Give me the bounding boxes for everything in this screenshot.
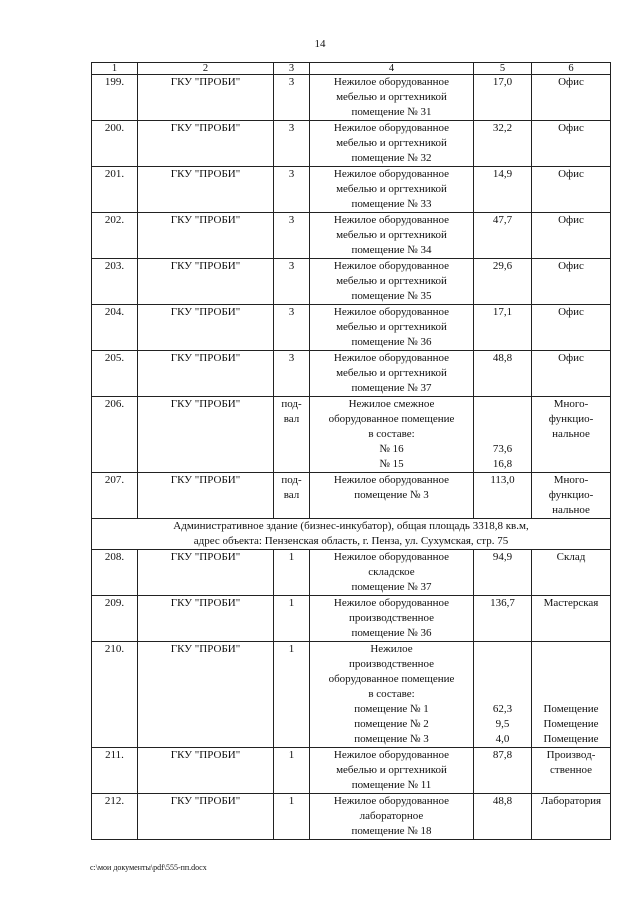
description-line: оборудованное помещение xyxy=(328,673,455,685)
description-line: производственное xyxy=(348,658,434,670)
description-line: в составе: xyxy=(368,688,415,700)
area-line xyxy=(476,642,529,657)
row-number-cell: 206. xyxy=(92,397,138,473)
area-cell xyxy=(474,167,532,213)
table-row xyxy=(92,642,611,748)
usage-line: Мастерская xyxy=(543,597,599,609)
area-cell xyxy=(474,596,532,642)
row-number-cell: 210. xyxy=(92,642,138,748)
description-line: помещение № 36 xyxy=(351,336,432,348)
area-line: 136,7 xyxy=(490,597,515,609)
floor-cell xyxy=(274,351,310,397)
description-line: Нежилое оборудованное xyxy=(333,260,450,272)
description-line: помещение № 31 xyxy=(351,106,432,118)
area-line xyxy=(476,397,529,412)
description-cell xyxy=(310,121,474,167)
floor-line: 3 xyxy=(288,168,295,180)
usage-line: нальное xyxy=(552,504,590,516)
usage-cell xyxy=(532,642,611,748)
usage-cell xyxy=(532,167,611,213)
row-number-cell: 202. xyxy=(92,213,138,259)
usage-line: Помещение xyxy=(543,718,599,730)
row-number-cell: 199. xyxy=(92,75,138,121)
file-path-footer: c:\мои документы\pdf\555-пп.docx xyxy=(90,863,207,872)
floor-line: вал xyxy=(283,489,300,501)
description-line: лабораторное xyxy=(359,810,424,822)
description-line: мебелью и оргтехникой xyxy=(336,764,447,776)
usage-cell xyxy=(532,550,611,596)
table-row xyxy=(92,596,611,642)
area-line: 32,2 xyxy=(492,122,513,134)
usage-line: Помещение xyxy=(543,733,599,745)
floor-cell xyxy=(274,596,310,642)
row-number-cell: 201. xyxy=(92,167,138,213)
description-cell xyxy=(310,794,474,840)
header-cell: 5 xyxy=(474,63,532,75)
description-line: помещение № 3 xyxy=(354,489,429,501)
description-line: мебелью и оргтехникой xyxy=(336,321,447,333)
table-row xyxy=(92,550,611,596)
usage-cell xyxy=(532,794,611,840)
area-line xyxy=(476,427,529,442)
usage-line: Офис xyxy=(558,214,584,226)
description-cell xyxy=(310,167,474,213)
description-line: помещение № 34 xyxy=(351,244,432,256)
organization-cell: ГКУ "ПРОБИ" xyxy=(138,550,274,596)
description-line: помещение № 37 xyxy=(351,382,432,394)
usage-line: Много- xyxy=(553,474,589,486)
row-number-cell: 212. xyxy=(92,794,138,840)
floor-cell xyxy=(274,794,310,840)
description-cell xyxy=(310,397,474,473)
area-line xyxy=(476,672,529,687)
description-cell xyxy=(310,213,474,259)
floor-cell xyxy=(274,167,310,213)
area-line: 62,3 xyxy=(492,703,513,715)
area-cell xyxy=(474,550,532,596)
description-cell xyxy=(310,351,474,397)
row-number-cell: 208. xyxy=(92,550,138,596)
area-line: 94,9 xyxy=(492,551,513,563)
page-number: 14 xyxy=(314,38,326,50)
description-line: Нежилое оборудованное xyxy=(333,795,450,807)
usage-line xyxy=(534,642,608,657)
floor-line: 3 xyxy=(288,352,295,364)
description-line: помещение № 37 xyxy=(351,581,432,593)
area-cell xyxy=(474,259,532,305)
organization-cell: ГКУ "ПРОБИ" xyxy=(138,596,274,642)
floor-line: 1 xyxy=(288,597,295,609)
area-cell xyxy=(474,748,532,794)
row-number-cell: 209. xyxy=(92,596,138,642)
area-line: 73,6 xyxy=(492,443,513,455)
description-line: Нежилое оборудованное xyxy=(333,597,450,609)
section-heading-row xyxy=(92,519,611,550)
area-cell xyxy=(474,305,532,351)
organization-cell: ГКУ "ПРОБИ" xyxy=(138,473,274,519)
area-line: 48,8 xyxy=(492,352,513,364)
description-line: мебелью и оргтехникой xyxy=(336,367,447,379)
description-line: помещение № 33 xyxy=(351,198,432,210)
table-row xyxy=(92,305,611,351)
table-row xyxy=(92,121,611,167)
usage-cell xyxy=(532,748,611,794)
description-line: Нежилое оборудованное xyxy=(333,306,450,318)
area-line xyxy=(476,412,529,427)
description-line: Нежилое оборудованное xyxy=(333,474,450,486)
section-heading-line: Административное здание (бизнес-инкубатор), общая площадь 3318,8 кв.м, xyxy=(173,520,529,532)
floor-line: 1 xyxy=(288,749,295,761)
usage-line: нальное xyxy=(552,428,590,440)
floor-line: 3 xyxy=(288,122,295,134)
section-heading xyxy=(92,519,611,550)
usage-line: Офис xyxy=(558,168,584,180)
organization-cell: ГКУ "ПРОБИ" xyxy=(138,794,274,840)
floor-cell xyxy=(274,121,310,167)
floor-line: 3 xyxy=(288,76,295,88)
usage-line: ственное xyxy=(550,764,592,776)
description-line: Нежилое оборудованное xyxy=(333,76,450,88)
section-heading-line: адрес объекта: Пензенская область, г. Пенза, ул. Сухумская, стр. 75 xyxy=(193,535,509,547)
floor-line: 1 xyxy=(288,795,295,807)
usage-cell xyxy=(532,259,611,305)
description-line: Нежилое оборудованное xyxy=(333,122,450,134)
area-line xyxy=(476,657,529,672)
description-cell xyxy=(310,550,474,596)
floor-cell xyxy=(274,213,310,259)
floor-line: под- xyxy=(281,398,302,410)
area-line: 87,8 xyxy=(492,749,513,761)
description-line: помещение № 1 xyxy=(354,703,429,715)
description-line: в составе: xyxy=(368,428,415,440)
floor-cell xyxy=(274,550,310,596)
organization-cell: ГКУ "ПРОБИ" xyxy=(138,748,274,794)
floor-cell xyxy=(274,642,310,748)
row-number-cell: 203. xyxy=(92,259,138,305)
area-cell xyxy=(474,351,532,397)
area-cell xyxy=(474,121,532,167)
row-number-cell: 211. xyxy=(92,748,138,794)
floor-line: вал xyxy=(283,413,300,425)
usage-line: Офис xyxy=(558,260,584,272)
table-row xyxy=(92,397,611,473)
usage-line: Офис xyxy=(558,122,584,134)
floor-line: под- xyxy=(281,474,302,486)
floor-cell xyxy=(274,473,310,519)
floor-cell xyxy=(274,259,310,305)
description-line: № 15 xyxy=(379,458,404,470)
organization-cell: ГКУ "ПРОБИ" xyxy=(138,213,274,259)
usage-line: функцио- xyxy=(548,489,594,501)
floor-cell xyxy=(274,305,310,351)
area-line: 16,8 xyxy=(492,458,513,470)
description-line: мебелью и оргтехникой xyxy=(336,183,447,195)
organization-cell: ГКУ "ПРОБИ" xyxy=(138,642,274,748)
description-cell xyxy=(310,596,474,642)
usage-cell xyxy=(532,351,611,397)
description-line: помещение № 35 xyxy=(351,290,432,302)
area-cell xyxy=(474,397,532,473)
area-cell xyxy=(474,75,532,121)
usage-cell xyxy=(532,596,611,642)
row-number-cell: 207. xyxy=(92,473,138,519)
usage-line: Лаборатория xyxy=(540,795,602,807)
header-cell: 2 xyxy=(138,63,274,75)
usage-line: Офис xyxy=(558,76,584,88)
usage-line xyxy=(534,672,608,687)
table-header-row xyxy=(92,63,611,75)
area-line: 17,0 xyxy=(492,76,513,88)
usage-cell xyxy=(532,473,611,519)
table-row xyxy=(92,351,611,397)
usage-cell xyxy=(532,121,611,167)
usage-cell xyxy=(532,213,611,259)
table-row xyxy=(92,167,611,213)
header-cell: 6 xyxy=(532,63,611,75)
description-cell xyxy=(310,259,474,305)
description-line: помещение № 11 xyxy=(351,779,432,791)
description-line: Нежилое оборудованное xyxy=(333,352,450,364)
description-line: мебелью и оргтехникой xyxy=(336,275,447,287)
organization-cell: ГКУ "ПРОБИ" xyxy=(138,351,274,397)
usage-line: Помещение xyxy=(543,703,599,715)
usage-line: Офис xyxy=(558,352,584,364)
area-cell xyxy=(474,642,532,748)
description-line: помещение № 18 xyxy=(351,825,432,837)
description-cell xyxy=(310,305,474,351)
description-line: Нежилое оборудованное xyxy=(333,168,450,180)
description-cell xyxy=(310,473,474,519)
usage-line: Офис xyxy=(558,306,584,318)
table-row xyxy=(92,213,611,259)
row-number-cell: 200. xyxy=(92,121,138,167)
property-table xyxy=(91,62,611,840)
description-line: № 16 xyxy=(379,443,404,455)
area-line xyxy=(476,687,529,702)
description-line: Нежилое оборудованное xyxy=(333,749,450,761)
description-line: помещение № 36 xyxy=(351,627,432,639)
area-line: 9,5 xyxy=(495,718,510,730)
usage-line: Много- xyxy=(553,398,589,410)
table-row xyxy=(92,75,611,121)
description-line: мебелью и оргтехникой xyxy=(336,137,447,149)
description-line: производственное xyxy=(348,612,434,624)
area-cell xyxy=(474,473,532,519)
organization-cell: ГКУ "ПРОБИ" xyxy=(138,397,274,473)
area-line: 4,0 xyxy=(495,733,510,745)
usage-line: Склад xyxy=(556,551,586,563)
header-cell: 4 xyxy=(310,63,474,75)
description-line: оборудованное помещение xyxy=(328,413,455,425)
description-cell xyxy=(310,642,474,748)
description-cell xyxy=(310,748,474,794)
row-number-cell: 205. xyxy=(92,351,138,397)
table-row xyxy=(92,473,611,519)
area-line: 14,9 xyxy=(492,168,513,180)
description-line: Нежилое оборудованное xyxy=(333,551,450,563)
floor-cell xyxy=(274,748,310,794)
row-number-cell: 204. xyxy=(92,305,138,351)
organization-cell: ГКУ "ПРОБИ" xyxy=(138,305,274,351)
organization-cell: ГКУ "ПРОБИ" xyxy=(138,167,274,213)
floor-line: 1 xyxy=(288,551,295,563)
area-line: 113,0 xyxy=(490,474,515,486)
usage-line: Производ- xyxy=(546,749,596,761)
floor-line: 3 xyxy=(288,260,295,272)
description-line: Нежилое оборудованное xyxy=(333,214,450,226)
area-line: 47,7 xyxy=(492,214,513,226)
area-line: 17,1 xyxy=(492,306,513,318)
usage-line xyxy=(534,657,608,672)
usage-line xyxy=(534,687,608,702)
organization-cell: ГКУ "ПРОБИ" xyxy=(138,75,274,121)
organization-cell: ГКУ "ПРОБИ" xyxy=(138,259,274,305)
table-row xyxy=(92,748,611,794)
description-line: мебелью и оргтехникой xyxy=(336,229,447,241)
header-cell: 1 xyxy=(92,63,138,75)
usage-cell xyxy=(532,305,611,351)
description-line: помещение № 3 xyxy=(354,733,429,745)
usage-cell xyxy=(532,397,611,473)
usage-cell xyxy=(532,75,611,121)
floor-cell xyxy=(274,397,310,473)
organization-cell: ГКУ "ПРОБИ" xyxy=(138,121,274,167)
table-row xyxy=(92,794,611,840)
description-line: мебелью и оргтехникой xyxy=(336,91,447,103)
floor-cell xyxy=(274,75,310,121)
description-line: Нежилое xyxy=(370,643,413,655)
usage-line: функцио- xyxy=(548,413,594,425)
area-line: 29,6 xyxy=(492,260,513,272)
floor-line: 3 xyxy=(288,306,295,318)
area-line: 48,8 xyxy=(492,795,513,807)
floor-line: 1 xyxy=(288,643,295,655)
description-cell xyxy=(310,75,474,121)
header-cell: 3 xyxy=(274,63,310,75)
description-line: помещение № 2 xyxy=(354,718,429,730)
description-line: помещение № 32 xyxy=(351,152,432,164)
area-cell xyxy=(474,213,532,259)
table-row xyxy=(92,259,611,305)
description-line: Нежилое смежное xyxy=(348,398,435,410)
description-line: складское xyxy=(368,566,415,578)
floor-line: 3 xyxy=(288,214,295,226)
area-cell xyxy=(474,794,532,840)
